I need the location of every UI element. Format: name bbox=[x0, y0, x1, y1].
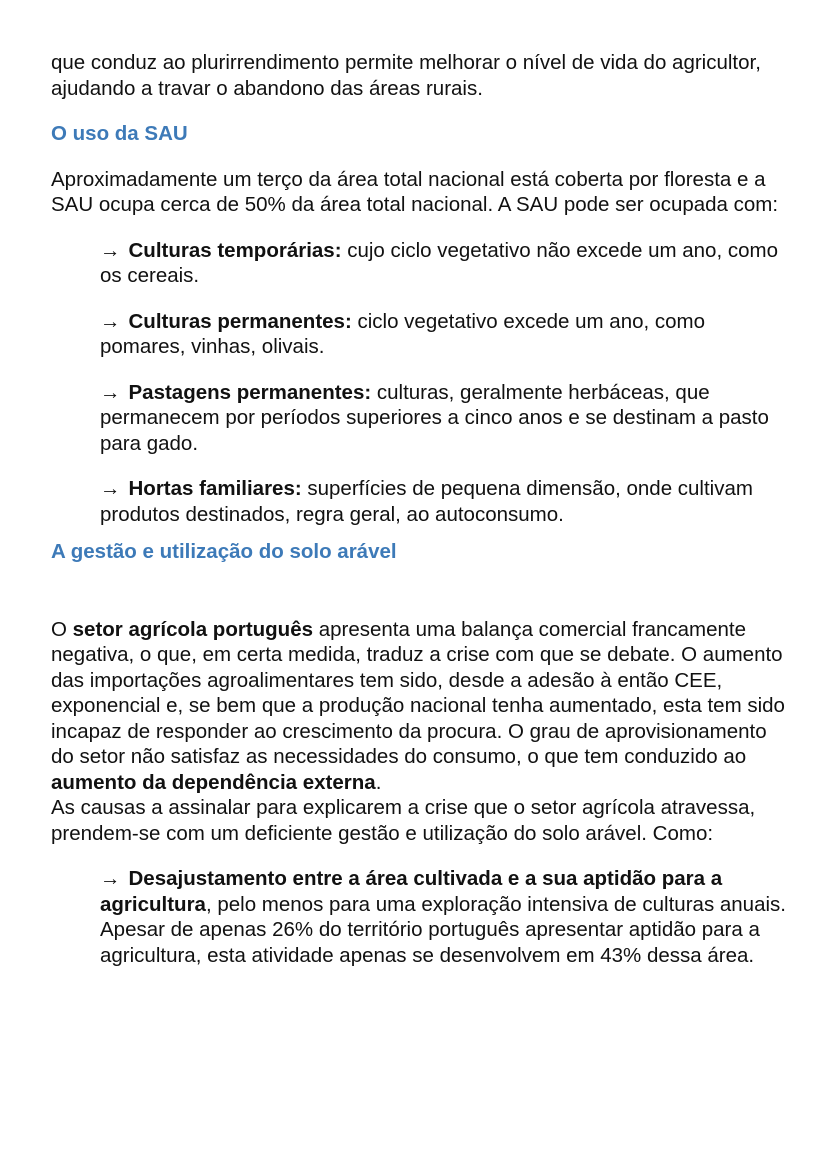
setor-agricola-paragraph bbox=[51, 617, 791, 796]
bold-run: aumento da dependência externa bbox=[51, 770, 376, 794]
list-item-culturas-permanentes bbox=[100, 309, 791, 360]
arrow-right-icon: → bbox=[100, 380, 121, 404]
item-text: , pelo menos para uma exploração intensiva de culturas anuais. Apesar de apenas 26% do território português apresentar aptidão para a agricultura, esta atividade apenas se desenvolvem em 43% dessa área. bbox=[100, 892, 786, 967]
item-term: Pastagens permanentes: bbox=[128, 380, 372, 404]
item-text: culturas, geralmente herbáceas, que permanecem por períodos superiores a cinco anos e se destinam a pasto para gado. bbox=[100, 380, 769, 455]
list-item-desajustamento bbox=[100, 866, 791, 968]
arrow-right-icon: → bbox=[100, 309, 121, 333]
arrow-right-icon: → bbox=[100, 867, 121, 890]
intro-paragraph: que conduz ao plurirrendimento permite melhorar o nível de vida do agricultor, ajudando a travar o abandono das áreas rurais. bbox=[51, 51, 761, 100]
section-heading-gestao-solo: A gestão e utilização do solo arável bbox=[51, 540, 397, 563]
text-run: . bbox=[375, 770, 382, 794]
item-text: ciclo vegetativo excede um ano, como pomares, vinhas, olivais. bbox=[100, 309, 706, 358]
list-item-culturas-temporarias bbox=[100, 238, 791, 289]
item-term: Hortas familiares: bbox=[128, 477, 302, 500]
item-text: superfícies de pequena dimensão, onde cultivam produtos destinados, regra geral, ao autoconsumo. bbox=[100, 477, 753, 526]
causas-paragraph: As causas a assinalar para explicarem a crise que o setor agrícola atravessa, prendem-se com um deficiente gestão e utilização do solo arável. Como: bbox=[51, 796, 756, 845]
bold-run: setor agrícola português bbox=[72, 617, 314, 641]
arrow-right-icon: → bbox=[100, 238, 121, 262]
item-term: Culturas permanentes: bbox=[128, 309, 352, 333]
section-heading-uso-sau: O uso da SAU bbox=[51, 122, 188, 145]
list-item-hortas-familiares bbox=[100, 476, 791, 527]
arrow-right-icon: → bbox=[100, 477, 121, 500]
document-page bbox=[51, 50, 791, 968]
item-term: Desajustamento entre a área cultivada e a sua aptidão para a agricultura bbox=[100, 867, 723, 916]
list-item-pastagens-permanentes bbox=[100, 380, 791, 457]
sau-paragraph: Aproximadamente um terço da área total nacional está coberta por floresta e a SAU ocupa cerca de 50% da área total nacional. A SAU pode ser ocupada com: bbox=[51, 167, 779, 216]
item-term: Culturas temporárias: bbox=[128, 238, 342, 262]
text-run: apresenta uma balança comercial francamente negativa, o que, em certa medida, traduz a crise com que se debate. O aumento das importações agroalimentares tem sido, desde a adesão à então CEE, exponencial e, se bem que a produção nacional tenha aumentado, esta tem sido incapaz de responder ao crescimento da procura. O grau de aprovisionamento do setor não satisfaz as necessidades do consumo, o que tem conduzido ao bbox=[51, 617, 785, 768]
item-text: cujo ciclo vegetativo não excede um ano, como os cereais. bbox=[100, 238, 778, 287]
text-run: O bbox=[51, 617, 73, 641]
